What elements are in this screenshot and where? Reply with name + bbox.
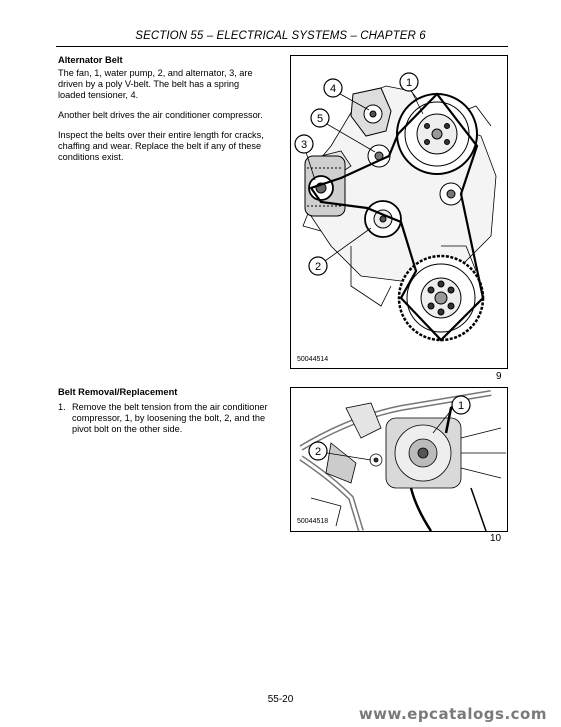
- page-header: SECTION 55 – ELECTRICAL SYSTEMS – CHAPTER 6: [135, 30, 426, 42]
- callout-3: 3: [300, 139, 308, 151]
- compressor-illustration: [291, 388, 507, 531]
- figure-id: 50044518: [297, 518, 329, 525]
- callout-1: 1: [457, 400, 465, 412]
- callout-4: 4: [329, 83, 337, 95]
- engine-belt-illustration: [291, 56, 507, 368]
- step-number: 1.: [58, 402, 66, 412]
- callout-1: 1: [405, 77, 413, 89]
- callout-5: 5: [316, 113, 324, 125]
- figure-number: 9: [496, 371, 502, 382]
- watermark: www.epcatalogs.com: [358, 705, 547, 723]
- callout-2: 2: [314, 446, 322, 458]
- callout-2: 2: [314, 261, 322, 273]
- belt-removal-heading: Belt Removal/Replacement: [58, 387, 178, 397]
- figure-number: 10: [490, 533, 502, 544]
- page-number: 55-20: [267, 694, 294, 705]
- header-rule: [56, 46, 508, 47]
- paragraph-ac-belt: Another belt drives the air conditioner compressor.: [58, 110, 263, 120]
- figure-alternator-belt: [290, 55, 508, 369]
- paragraph-belt-drive: The fan, 1, water pump, 2, and alternator, 3, are driven by a poly V-belt. The belt has a spring loaded tensioner, 4.: [58, 68, 253, 100]
- alternator-belt-heading: Alternator Belt: [58, 55, 123, 65]
- paragraph-inspect-belts: Inspect the belts over their entire length for cracks, chaffing and wear. Replace the belt if any of these conditions exist.: [58, 130, 264, 162]
- figure-id: 50044514: [297, 356, 329, 363]
- figure-ac-compressor: [290, 387, 508, 532]
- step-text: Remove the belt tension from the air conditioner compressor, 1, by loosening the bolt, 2, and the pivot bolt on the other side.: [72, 402, 268, 434]
